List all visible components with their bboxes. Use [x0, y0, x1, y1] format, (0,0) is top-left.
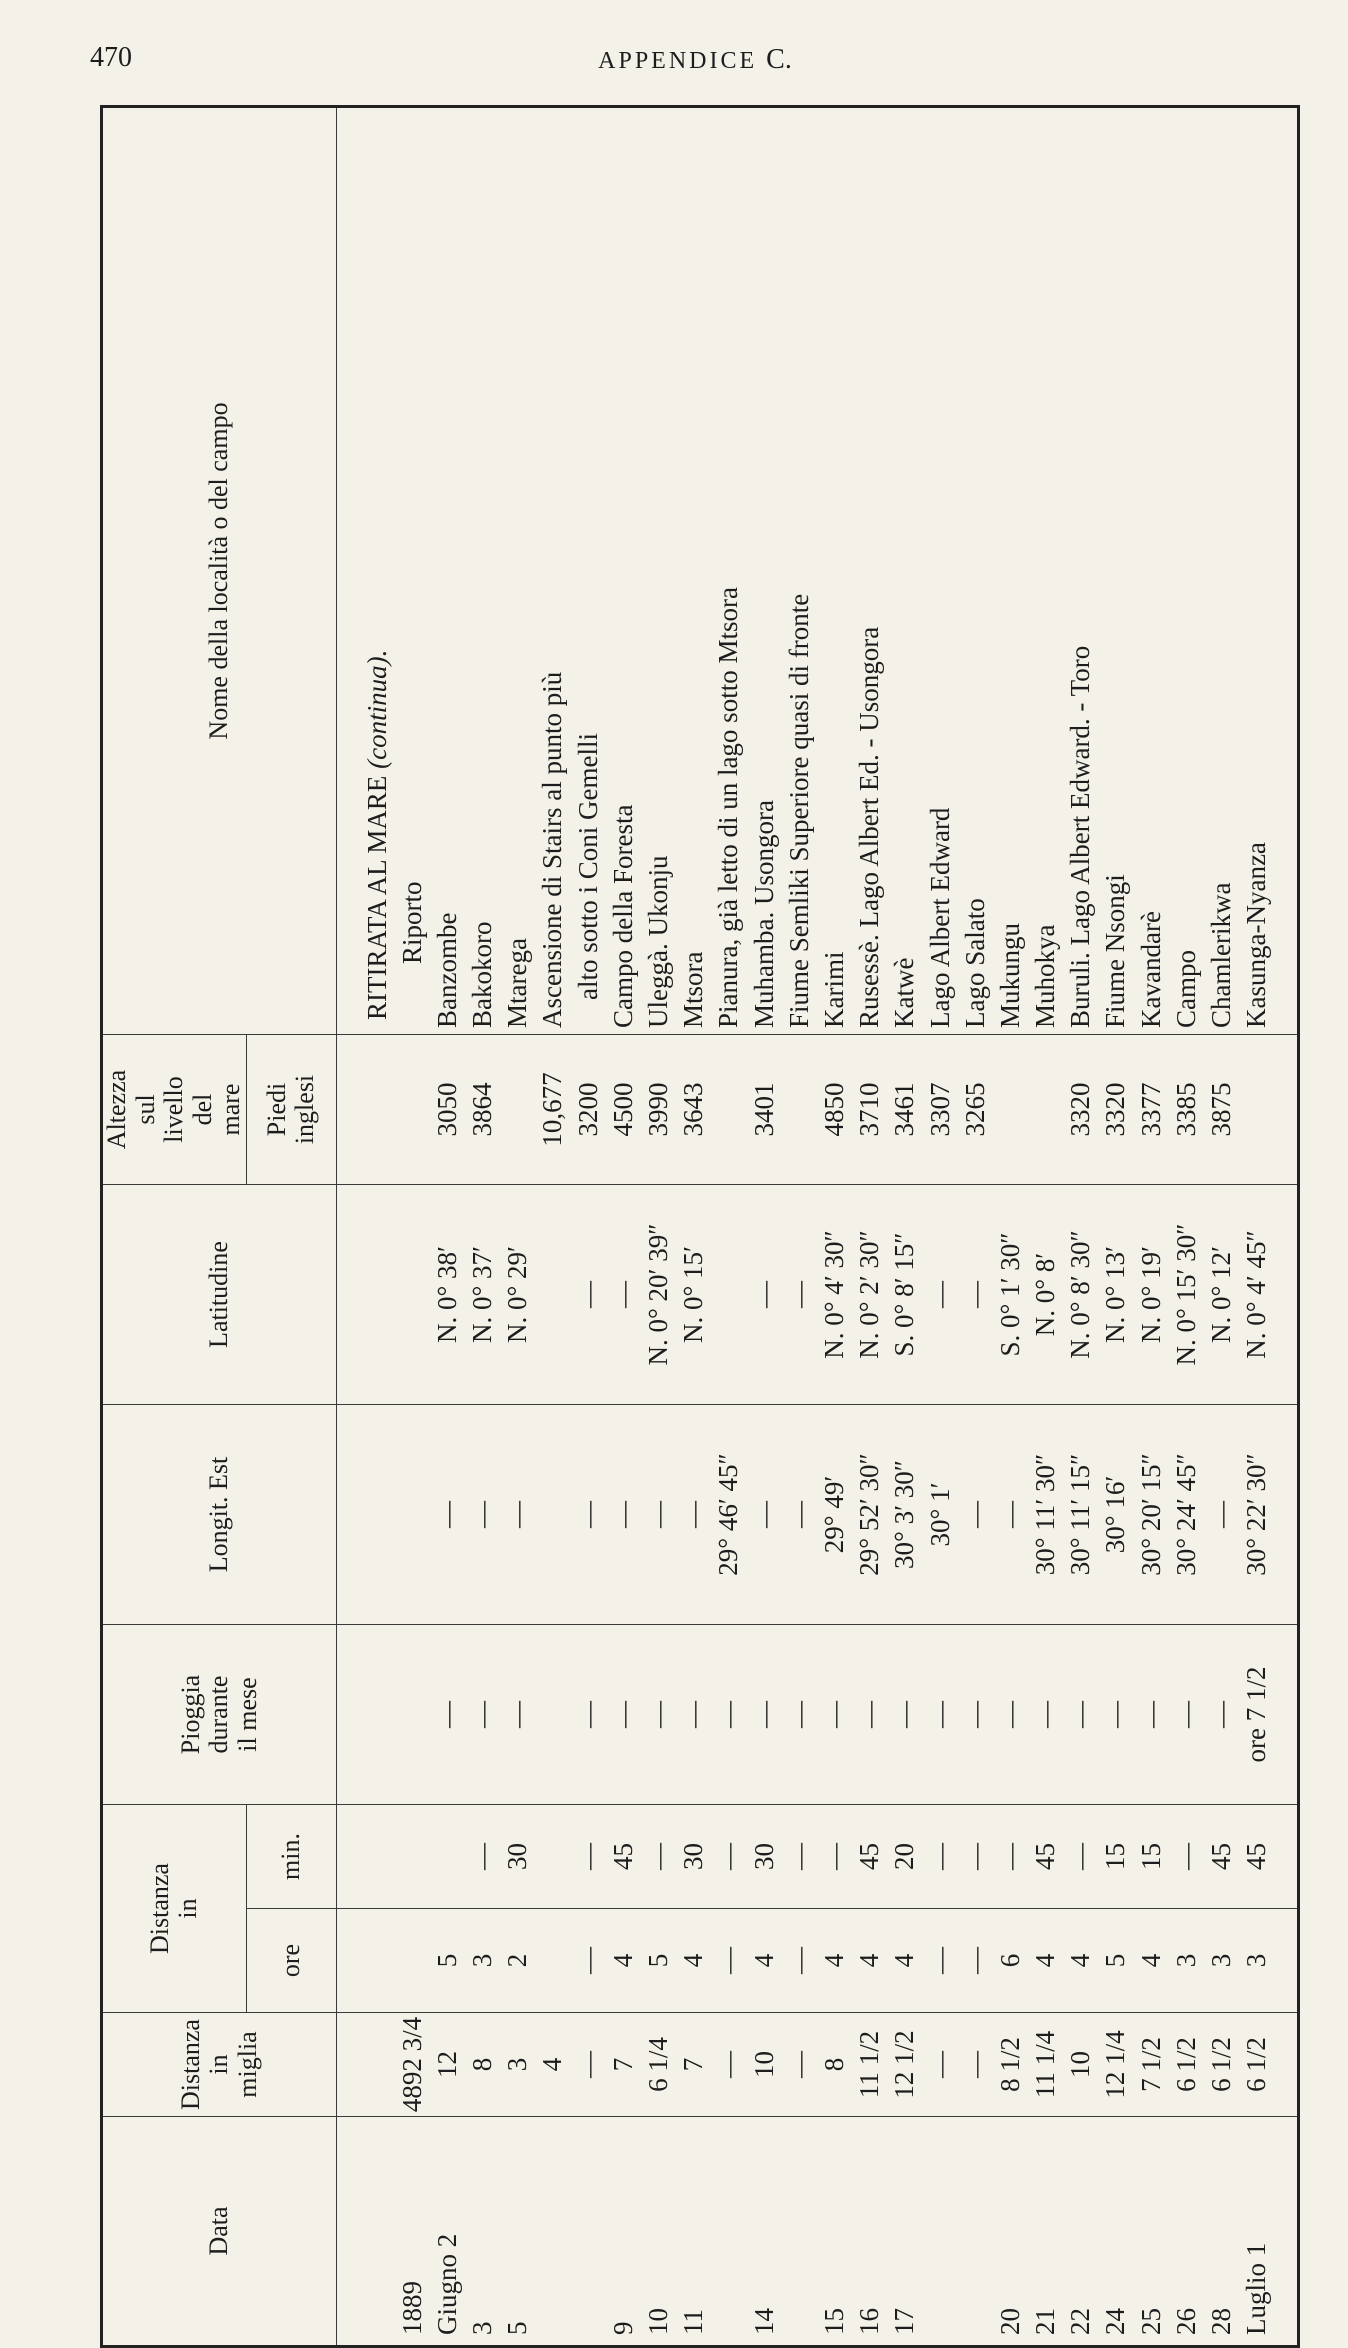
- cell-alt: 3643: [678, 1082, 709, 1137]
- cell-lat: —: [924, 1281, 955, 1308]
- cell-date: [923, 2117, 958, 2345]
- cell-alt: 3385: [1170, 1082, 1201, 1137]
- header-nome: Nome della località o del campo: [102, 107, 337, 1035]
- cell-ore: 4: [748, 1953, 779, 1968]
- cell-miglia: 8: [818, 2057, 849, 2072]
- cell-long: —: [467, 1501, 498, 1528]
- cell-ore: 5: [431, 1953, 462, 1968]
- cell-lat: —: [783, 1281, 814, 1308]
- cell-lat: N. 0° 8′ 30″: [1065, 1230, 1096, 1359]
- cell-name: Campo: [1170, 950, 1201, 1028]
- running-head: [90, 44, 1300, 76]
- cell-long: 29° 49′: [818, 1475, 849, 1554]
- cell-ore: 6: [994, 1953, 1025, 1968]
- cell-alt: 3864: [467, 1082, 498, 1137]
- cell-min: —: [959, 1843, 990, 1870]
- cell-alt: 3875: [1206, 1082, 1237, 1137]
- cell-min: [360, 1805, 395, 1908]
- cell-name: Campo della Foresta: [607, 804, 638, 1028]
- cell-alt: [1239, 1035, 1274, 1184]
- cell-date: [571, 2117, 606, 2345]
- cell-lat: N. 0° 15′ 30″: [1170, 1223, 1201, 1366]
- cell-ore: [360, 1909, 395, 2012]
- cell-long: —: [607, 1501, 638, 1528]
- cell-date: 20: [994, 2308, 1025, 2335]
- cell-long: —: [678, 1501, 709, 1528]
- running-head-letter: C.: [766, 44, 792, 75]
- cell-name: Uleggà. Ukonju: [643, 855, 674, 1028]
- cell-miglia: 4892 3/4: [396, 2016, 427, 2113]
- cell-ore: 5: [1100, 1953, 1131, 1968]
- cell-name: Rusessè. Lago Albert Ed. - Usongora: [854, 626, 885, 1028]
- cell-pioggia: —: [502, 1701, 533, 1728]
- cell-miglia: 10: [748, 2051, 779, 2078]
- cell-alt: 3265: [959, 1082, 990, 1137]
- cell-miglia: 6 1/2: [1241, 2037, 1272, 2092]
- cell-ore: 3: [467, 1953, 498, 1968]
- cell-pioggia: —: [1206, 1701, 1237, 1728]
- cell-name: Chamlerikwa: [1206, 882, 1237, 1028]
- cell-ore: 3: [1241, 1953, 1272, 1968]
- cell-min: 15: [1100, 1843, 1131, 1870]
- cell-miglia: 4: [537, 2057, 568, 2072]
- cell-ore: 4: [1135, 1953, 1166, 1968]
- cell-date: 11: [678, 2309, 709, 2335]
- cell-min: —: [1065, 1843, 1096, 1870]
- section-continued: (continua).: [361, 649, 392, 776]
- cell-name: Ascensione di Stairs al punto più: [537, 671, 568, 1028]
- itinerary-table: [100, 105, 1300, 2348]
- cell-date: [711, 2117, 746, 2345]
- cell-lat: —: [572, 1281, 603, 1308]
- cell-miglia: —: [572, 2051, 603, 2078]
- header-pioggia: Pioggia durante il mese: [102, 1625, 337, 1805]
- cell-ore: 4: [678, 1953, 709, 1968]
- cell-min: —: [994, 1843, 1025, 1870]
- cell-pioggia: —: [1030, 1701, 1061, 1728]
- cell-date: 14: [748, 2308, 779, 2335]
- cell-pioggia: —: [572, 1701, 603, 1728]
- rotated-table-wrapper: [100, 108, 1300, 2348]
- cell-name: alto sotto i Coni Gemelli: [572, 733, 603, 1000]
- cell-min: 15: [1135, 1843, 1166, 1870]
- cell-ore: [535, 1909, 570, 2012]
- cell-miglia: 7: [678, 2057, 709, 2072]
- cell-alt: 3377: [1135, 1082, 1166, 1137]
- cell-date: 22: [1065, 2308, 1096, 2335]
- cell-alt: [711, 1035, 746, 1184]
- col-miglia: [336, 2013, 1298, 2117]
- header-altezza: Altezza sul livello del mare: [102, 1035, 247, 1185]
- cell-ore: 5: [643, 1953, 674, 1968]
- cell-pioggia: [360, 1625, 395, 1804]
- col-ore: [336, 1909, 1298, 2013]
- cell-name: [360, 108, 395, 1034]
- cell-min: 45: [607, 1843, 638, 1870]
- cell-lat: S. 0° 8′ 15″: [889, 1232, 920, 1357]
- cell-long: —: [643, 1501, 674, 1528]
- cell-long: —: [502, 1501, 533, 1528]
- cell-ore: —: [924, 1947, 955, 1974]
- cell-min: [395, 1805, 430, 1908]
- page-number: 470: [90, 42, 132, 73]
- header-row-top: [102, 107, 247, 2347]
- header-distanza-ore: Distanza in: [102, 1805, 247, 2013]
- cell-name: Pianura, già letto di un lago sotto Mtsora: [713, 587, 744, 1028]
- cell-pioggia: —: [748, 1701, 779, 1728]
- cell-alt: [395, 1035, 430, 1184]
- cell-date: 1889: [396, 2281, 427, 2335]
- cell-min: 45: [1030, 1843, 1061, 1870]
- cell-date: 9: [607, 2321, 638, 2335]
- cell-ore: —: [783, 1947, 814, 1974]
- cell-ore: 4: [1030, 1953, 1061, 1968]
- cell-pioggia: [535, 1625, 570, 1804]
- cell-long: [535, 1405, 570, 1624]
- cell-long: —: [783, 1501, 814, 1528]
- cell-alt: 3461: [889, 1082, 920, 1137]
- cell-long: 30° 11′ 30″: [1030, 1453, 1061, 1576]
- cell-name: Katwè: [889, 957, 920, 1028]
- col-latitudine: [336, 1185, 1298, 1405]
- cell-lat: N. 0° 2′ 30″: [854, 1230, 885, 1359]
- cell-pioggia: —: [713, 1701, 744, 1728]
- cell-lat: [535, 1185, 570, 1404]
- cell-name: Karimi: [818, 951, 849, 1028]
- cell-miglia: 8: [467, 2057, 498, 2072]
- cell-name: Lago Albert Edward: [924, 807, 955, 1028]
- cell-lat: N. 0° 37′: [467, 1246, 498, 1343]
- cell-alt: [1028, 1035, 1063, 1184]
- cell-pioggia: —: [467, 1701, 498, 1728]
- cell-alt: 3200: [572, 1082, 603, 1137]
- cell-date: 16: [854, 2308, 885, 2335]
- cell-min: 30: [502, 1843, 533, 1870]
- cell-date: 26: [1170, 2308, 1201, 2335]
- cell-miglia: [360, 2013, 395, 2116]
- cell-min: —: [572, 1843, 603, 1870]
- cell-long: —: [1206, 1501, 1237, 1528]
- cell-miglia: 6 1/2: [1170, 2037, 1201, 2092]
- cell-min: [430, 1805, 465, 1908]
- cell-name: Fiume Semliki Superiore quasi di fronte: [783, 593, 814, 1028]
- cell-date: Luglio 1: [1241, 2242, 1272, 2335]
- cell-date: 25: [1135, 2308, 1166, 2335]
- cell-lat: [395, 1185, 430, 1404]
- cell-miglia: —: [959, 2051, 990, 2078]
- cell-alt: 4850: [818, 1082, 849, 1137]
- cell-date: 24: [1100, 2308, 1131, 2335]
- cell-date: [782, 2117, 817, 2345]
- cell-miglia: 3: [502, 2057, 533, 2072]
- cell-lat: [711, 1185, 746, 1404]
- cell-date: [360, 2117, 395, 2345]
- cell-long: —: [748, 1501, 779, 1528]
- cell-long: 30° 1′: [924, 1482, 955, 1547]
- cell-miglia: 8 1/2: [994, 2037, 1025, 2092]
- cell-pioggia: —: [959, 1701, 990, 1728]
- header-min: min.: [246, 1805, 336, 1909]
- cell-ore: —: [713, 1947, 744, 1974]
- cell-alt: [360, 1035, 395, 1184]
- cell-long: [360, 1405, 395, 1624]
- cell-long: —: [959, 1501, 990, 1528]
- cell-miglia: 6 1/4: [643, 2037, 674, 2092]
- cell-alt: 3401: [748, 1082, 779, 1137]
- cell-lat: N. 0° 19′: [1135, 1246, 1166, 1343]
- cell-alt: [993, 1035, 1028, 1184]
- cell-min: 45: [1241, 1843, 1272, 1870]
- cell-ore: 4: [889, 1953, 920, 1968]
- cell-long: 30° 24′ 45″: [1170, 1453, 1201, 1576]
- cell-min: —: [467, 1843, 498, 1870]
- cell-alt: 3050: [431, 1082, 462, 1137]
- cell-miglia: 10: [1065, 2051, 1096, 2078]
- cell-pioggia: ore 7 1/2: [1241, 1666, 1272, 1763]
- cell-miglia: 12 1/4: [1100, 2030, 1131, 2099]
- cell-lat: —: [607, 1281, 638, 1308]
- cell-ore: 4: [854, 1953, 885, 1968]
- cell-miglia: 12 1/2: [889, 2030, 920, 2099]
- cell-alt: 10,677: [537, 1072, 568, 1147]
- cell-min: —: [924, 1843, 955, 1870]
- cell-lat: N. 0° 4′ 30″: [818, 1230, 849, 1359]
- cell-name: Bakokoro: [467, 921, 498, 1028]
- cell-lat: N. 0° 4′ 45″: [1241, 1230, 1272, 1359]
- col-pioggia: [336, 1625, 1298, 1805]
- cell-date: 5: [502, 2321, 533, 2335]
- col-min: [336, 1805, 1298, 1909]
- cell-alt: 3990: [643, 1082, 674, 1137]
- cell-alt: 3320: [1100, 1082, 1131, 1137]
- cell-long: 29° 52′ 30″: [854, 1453, 885, 1576]
- cell-lat: [360, 1185, 395, 1404]
- cell-date: 17: [889, 2308, 920, 2335]
- cell-long: 30° 11′ 15″: [1065, 1453, 1096, 1576]
- cell-ore: 4: [1065, 1953, 1096, 1968]
- cell-min: 45: [1206, 1843, 1237, 1870]
- header-piedi: Piedi inglesi: [246, 1035, 336, 1185]
- cell-min: 30: [678, 1843, 709, 1870]
- table-stage: [100, 108, 1300, 2348]
- cell-date: 10: [643, 2308, 674, 2335]
- col-longitudine: [336, 1405, 1298, 1625]
- cell-name: Kasunga-Nyanza: [1241, 842, 1272, 1028]
- cell-long: 30° 16′: [1100, 1475, 1131, 1554]
- cell-pioggia: —: [854, 1701, 885, 1728]
- cell-min: —: [643, 1843, 674, 1870]
- cell-miglia: —: [783, 2051, 814, 2078]
- cell-miglia: 7: [607, 2057, 638, 2072]
- header-miglia: Distanza in miglia: [102, 2013, 337, 2117]
- cell-min: —: [783, 1843, 814, 1870]
- cell-date: 15: [818, 2308, 849, 2335]
- running-head-prefix: APPENDICE: [598, 48, 758, 74]
- cell-pioggia: —: [924, 1701, 955, 1728]
- cell-lat: —: [748, 1281, 779, 1308]
- cell-pioggia: —: [607, 1701, 638, 1728]
- cell-name: Mtsora: [678, 951, 709, 1028]
- cell-min: —: [1170, 1843, 1201, 1870]
- cell-pioggia: —: [1065, 1701, 1096, 1728]
- cell-lat: N. 0° 13′: [1100, 1246, 1131, 1343]
- cell-pioggia: —: [1100, 1701, 1131, 1728]
- cell-name: Mukungu: [994, 922, 1025, 1028]
- cell-date: 21: [1030, 2308, 1061, 2335]
- cell-alt: [782, 1035, 817, 1184]
- cell-pioggia: —: [431, 1701, 462, 1728]
- cell-alt: 4500: [607, 1082, 638, 1137]
- cell-date: 3: [467, 2321, 498, 2335]
- cell-lat: N. 0° 8′: [1030, 1252, 1061, 1337]
- cell-date: Giugno 2: [431, 2233, 462, 2335]
- cell-ore: —: [959, 1947, 990, 1974]
- cell-alt: 3710: [854, 1082, 885, 1137]
- cell-pioggia: —: [1170, 1701, 1201, 1728]
- cell-name: Buruli. Lago Albert Edward. - Toro: [1065, 645, 1096, 1028]
- col-date: [336, 2117, 1298, 2347]
- cell-pioggia: —: [818, 1701, 849, 1728]
- cell-name: Fiume Nsongi: [1100, 874, 1131, 1028]
- cell-name: Mtarega: [502, 938, 533, 1028]
- cell-pioggia: —: [643, 1701, 674, 1728]
- cell-name: Lago Salato: [959, 898, 990, 1028]
- cell-alt: 3307: [924, 1082, 955, 1137]
- cell-long: 30° 3′ 30″: [889, 1460, 920, 1569]
- cell-name: Muhamba. Usongora: [748, 800, 779, 1028]
- cell-date: [535, 2117, 570, 2345]
- cell-alt: 3320: [1065, 1082, 1096, 1137]
- cell-date: [958, 2117, 993, 2345]
- section-title: RITIRATA AL MARE: [361, 775, 392, 1020]
- cell-long: 30° 20′ 15″: [1135, 1453, 1166, 1576]
- header-ore: ore: [246, 1909, 336, 2013]
- cell-ore: 3: [1170, 1953, 1201, 1968]
- cell-min: —: [713, 1843, 744, 1870]
- header-latitudine: Latitudine: [102, 1185, 337, 1405]
- cell-ore: [395, 1909, 430, 2012]
- table-body-row: [336, 107, 1298, 2347]
- cell-lat: N. 0° 20′ 39″: [643, 1223, 674, 1366]
- cell-pioggia: —: [678, 1701, 709, 1728]
- cell-long: 30° 22′ 30″: [1241, 1453, 1272, 1576]
- cell-long: [395, 1405, 430, 1624]
- col-nome: [336, 107, 1298, 1035]
- cell-pioggia: [395, 1625, 430, 1804]
- cell-name: Kavandarè: [1135, 911, 1166, 1028]
- cell-ore: 4: [818, 1953, 849, 1968]
- cell-miglia: 11 1/4: [1030, 2030, 1061, 2099]
- cell-name: Riporto: [396, 881, 427, 964]
- cell-miglia: 6 1/2: [1206, 2037, 1237, 2092]
- cell-lat: N. 0° 29′: [502, 1246, 533, 1343]
- cell-lat: N. 0° 38′: [431, 1246, 462, 1343]
- cell-lat: S. 0° 1′ 30″: [994, 1232, 1025, 1357]
- cell-ore: —: [572, 1947, 603, 1974]
- cell-lat: —: [959, 1281, 990, 1308]
- cell-lat: N. 0° 12′: [1206, 1246, 1237, 1343]
- cell-min: —: [818, 1843, 849, 1870]
- cell-pioggia: —: [1135, 1701, 1166, 1728]
- cell-miglia: 12: [431, 2051, 462, 2078]
- cell-name: Muhokya: [1030, 924, 1061, 1028]
- header-longitudine: Longit. Est: [102, 1405, 337, 1625]
- page-header: [90, 42, 1300, 82]
- cell-ore: 4: [607, 1953, 638, 1968]
- cell-name: Banzombe: [431, 912, 462, 1028]
- cell-long: 29° 46′ 45″: [713, 1453, 744, 1576]
- cell-miglia: 7 1/2: [1135, 2037, 1166, 2092]
- cell-miglia: 11 1/2: [854, 2030, 885, 2099]
- cell-min: 20: [889, 1843, 920, 1870]
- cell-pioggia: —: [889, 1701, 920, 1728]
- cell-lat: N. 0° 15′: [678, 1246, 709, 1343]
- cell-miglia: —: [713, 2051, 744, 2078]
- cell-min: 30: [748, 1843, 779, 1870]
- cell-pioggia: —: [783, 1701, 814, 1728]
- cell-ore: 2: [502, 1953, 533, 1968]
- cell-date: 28: [1206, 2308, 1237, 2335]
- cell-alt: [500, 1035, 535, 1184]
- cell-min: [535, 1805, 570, 1908]
- cell-long: —: [994, 1501, 1025, 1528]
- cell-pioggia: —: [994, 1701, 1025, 1728]
- cell-miglia: —: [924, 2051, 955, 2078]
- header-data: Data: [102, 2117, 337, 2347]
- col-altezza: [336, 1035, 1298, 1185]
- cell-ore: 3: [1206, 1953, 1237, 1968]
- cell-min: 45: [854, 1843, 885, 1870]
- cell-long: —: [431, 1501, 462, 1528]
- cell-long: —: [572, 1501, 603, 1528]
